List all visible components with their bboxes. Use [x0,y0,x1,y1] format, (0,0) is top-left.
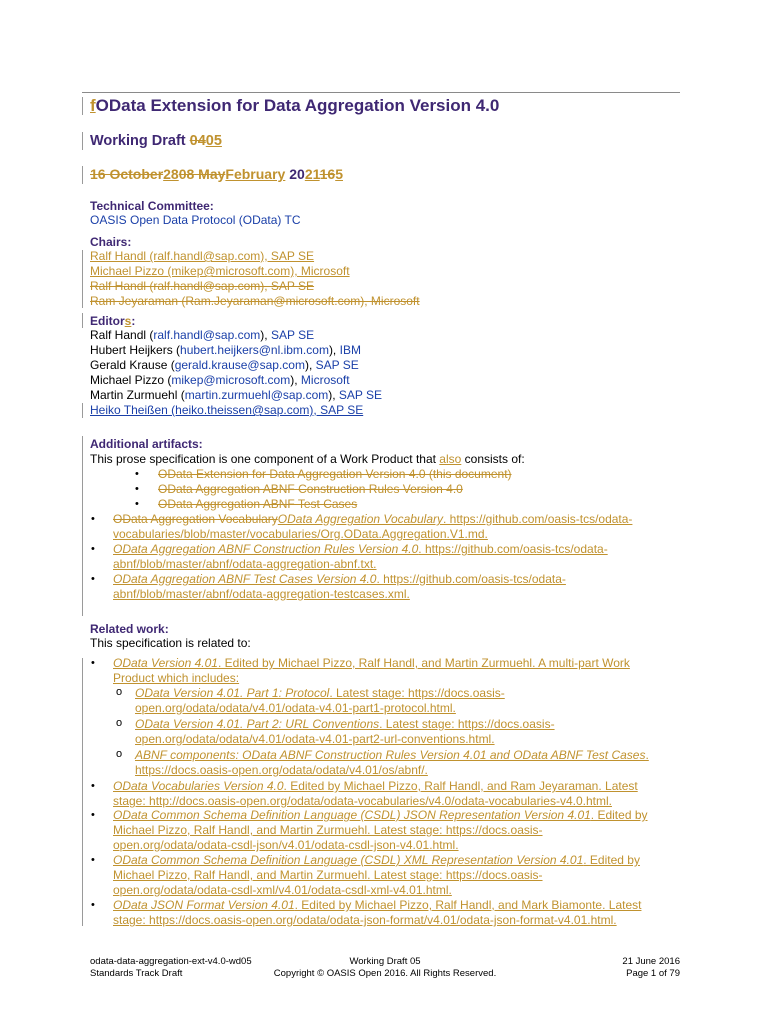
related-item[interactable]: OData Common Schema Definition Language (CSDL) JSON Representation Version 4.01. Edited by [113,808,648,822]
editor-email-link[interactable]: gerald.krause@sap.com [174,358,305,372]
change-bar [82,313,83,328]
related-item[interactable]: OData Common Schema Definition Language (CSDL) XML Representation Version 4.01. Edited by [113,853,640,867]
additional-artifacts-heading: Additional artifacts: [90,437,203,451]
editor-email-link[interactable]: martin.zurmuehl@sap.com [184,388,329,402]
artifacts-intro: This prose specification is one component of a Work Product that also consists of: [90,452,525,466]
document-title: fOData Extension for Data Aggregation Version 4.0 [90,96,500,115]
chair-item-removed[interactable]: Ralf Handl (ralf.handl@sap.com), SAP SE [90,279,315,293]
related-item[interactable]: OData JSON Format Version 4.01. Edited by Michael Pizzo, Ralf Handl, and Mark Biamonte. Latest [113,898,642,912]
editor-item: Martin Zurmuehl (martin.zurmuehl@sap.com), SAP SE [90,388,383,402]
related-item[interactable]: OData Version 4.01. Edited by Michael Pizzo, Ralf Handl, and Martin Zurmuehl. A multi-part Work [113,656,630,670]
change-bar [82,436,83,616]
chair-item-removed[interactable]: Ram Jeyaraman (Ram.Jeyaraman@microsoft.com), Microsoft [90,294,420,308]
artifact-removed-item: OData Aggregation ABNF Construction Rules Version 4.0 [158,482,463,496]
editor-item: Gerald Krause (gerald.krause@sap.com), SAP SE [90,358,359,372]
change-bar [82,97,83,115]
related-subitem[interactable]: ABNF components: OData ABNF Construction Rules Version 4.01 and OData ABNF Test Cases. [135,748,649,762]
chair-item[interactable]: Michael Pizzo (mikep@microsoft.com), Microsoft [90,264,350,278]
artifact-item[interactable]: OData Aggregation ABNF Construction Rules Version 4.0. https://github.com/oasis-tcs/odata- [113,542,608,556]
artifact-removed-item: OData Aggregation ABNF Test Cases [158,497,358,511]
editor-item: Hubert Heijkers (hubert.heijkers@nl.ibm.com), IBM [90,343,361,357]
editor-item-added[interactable]: Heiko Theißen (heiko.theissen@sap.com), SAP SE [90,403,364,417]
artifact-item-link[interactable]: abnf/blob/master/abnf/odata-aggregation-testcases.xml. [113,587,410,601]
related-subitem[interactable]: OData Version 4.01. Part 2: URL Conventions. Latest stage: https://docs.oasis- [135,717,555,731]
change-bar [82,658,83,926]
change-bar [82,166,83,184]
editor-item: Michael Pizzo (mikep@microsoft.com), Microsoft [90,373,350,387]
document-date: 16 October2808 MayFebruary 2021165 [90,166,343,182]
footer-center: Working Draft 05 Copyright © OASIS Open 2016. All Rights Reserved. [273,956,497,979]
artifact-item-link[interactable]: vocabularies/blob/master/vocabularies/Org.OData.Aggregation.V1.md. [113,527,488,541]
editor-email-link[interactable]: hubert.heijkers@nl.ibm.com [180,343,329,357]
editors-heading: Editors: [90,314,136,328]
related-intro: This specification is related to: [90,636,251,650]
chairs-heading: Chairs: [90,235,132,249]
top-rule [82,92,680,93]
editor-email-link[interactable]: ralf.handl@sap.com [153,328,261,342]
document-page: fOData Extension for Data Aggregation Version 4.0 Working Draft 0405 16 October2808 MayFebruary 2021165 Technical Committee: OASIS Open Data Protocol (OData) TC Chairs: Ralf Handl (ralf.handl@sap.com), SAP SE Michael Pizzo (mikep@microsoft.com), Microsoft Ralf Handl (ralf.handl@sap.com), SAP SE Ram Jeyaraman (Ram.Jeyaraman@microsoft.com), Microsoft Editors: Ralf Handl (ralf.handl@sap.com), SAP SE Hubert Heijkers (hubert.heijkers@nl.ibm.com), IBM Gerald Krause (gerald.krause@sap.com), SAP SE Michael Pizzo (mikep@microsoft.com), Microsoft Martin Zurmuehl (martin.zurmuehl@sap.com), SAP SE Heiko Theißen (heiko.theissen@sap.com), SAP SE Additional artifacts: This prose specification is one component of a Work Product that also consists of: • OData Extension for Data Aggregation Version 4.0 (this document) • OData Aggregation ABNF Construction Rules Version 4.0 • OData Aggregation ABNF Test Cases • OData Aggregation VocabularyOData Aggregation Vocabulary. https://github.com/oasis-tcs/odata- vocabularies/blob/master/vocabularies/Org.OData.Aggregation.V1.md. • OData Aggregation ABNF Construction Rules Version 4.0. https://github.com/oasis-tcs/odata- abnf/blob/master/abnf/odata-aggregation-abnf.txt. • OData Aggregation ABNF Test Cases Version 4.0. https://github.com/oasis-tcs/odata- abnf/blob/master/abnf/odata-aggregation-testcases.xml. Related work: This specification is related to: • OData Version 4.01. Edited by Michael Pizzo, Ralf Handl, and Martin Zurmuehl. A multi-part Work Product which includes: o OData Version 4.01. Part 1: Protocol. Latest stage: https://docs.oasis- open.org/odata/odata/v4.01/odata-v4.01-part1-protocol.html. o OData Version 4.01. Part 2: URL Conventions. Latest stage: https://docs.oasis- open.org/odata/odata/v4.01/odata-v4.01-part2-url-conventions.html. o ABNF components: OData ABNF Construction Rules Version 4.01 and OData ABNF Test Cases. https://docs.oasis-open.org/odata/odata/v4.01/os/abnf/. • OData Vocabularies Version 4.0. Edited by Michael Pizzo, Ralf Handl, and Ram Jeyaraman. Latest stage: http://docs.oasis-open.org/odata/odata-vocabularies/v4.0/odata-vocabularies-v4.0.html. • OData Common Schema Definition Language (CSDL) JSON Representation Version 4.01. Edited by Michael Pizzo, Ralf Handl, and Martin Zurmuehl. Latest stage: https://docs.oasis- open.org/odata/odata-csdl-json/v4.01/odata-csdl-json-v4.01.html. • OData Common Schema Definition Language (CSDL) XML Representation Version 4.01. Edited by Michael Pizzo, Ralf Handl, and Martin Zurmuehl. Latest stage: https://docs.oasis- open.org/odata/odata-csdl-xml/v4.01/odata-csdl-xml-v4.01.html. • OData JSON Format Version 4.01. Edited by Michael Pizzo, Ralf Handl, and Mark Biamonte. Latest stage: https://docs.oasis-open.org/odata/odata-json-format/v4.01/odata-json-format-v4.01.html. odata-data-aggregation-ext-v4.0-wd05 Standards Track Draft Working Draft 05 Copyright © OASIS Open 2016. All Rights Reserved. 21 June 2016 Page 1 of 79 [0,0,770,1024]
page-number: Page 1 of 79 [626,968,680,979]
change-bar [82,403,83,418]
artifact-item[interactable]: OData Aggregation ABNF Test Cases Version 4.0. https://github.com/oasis-tcs/odata- [113,572,566,586]
chair-item[interactable]: Ralf Handl (ralf.handl@sap.com), SAP SE [90,249,315,263]
artifact-removed-item: OData Extension for Data Aggregation Version 4.0 (this document) [158,467,512,481]
footer-left: odata-data-aggregation-ext-v4.0-wd05 Standards Track Draft [90,956,252,979]
change-bar [82,250,83,308]
editor-email-link[interactable]: mikep@microsoft.com [171,373,291,387]
editor-item: Ralf Handl (ralf.handl@sap.com), SAP SE [90,328,315,342]
related-item[interactable]: OData Vocabularies Version 4.0. Edited by Michael Pizzo, Ralf Handl, and Ram Jeyaraman. Latest [113,779,638,793]
footer-right: 21 June 2016 Page 1 of 79 [560,956,680,980]
change-bar [82,132,83,150]
related-subitem[interactable]: OData Version 4.01. Part 1: Protocol. Latest stage: https://docs.oasis- [135,686,505,700]
technical-committee-link[interactable]: OASIS Open Data Protocol (OData) TC [90,213,301,227]
artifact-item[interactable]: OData Aggregation VocabularyOData Aggregation Vocabulary. https://github.com/oasis-tcs/odata- [113,512,633,526]
document-status: Working Draft 0405 [90,133,222,149]
artifact-item-link[interactable]: abnf/blob/master/abnf/odata-aggregation-abnf.txt. [113,557,377,571]
related-work-heading: Related work: [90,622,169,636]
technical-committee-heading: Technical Committee: [90,199,214,213]
